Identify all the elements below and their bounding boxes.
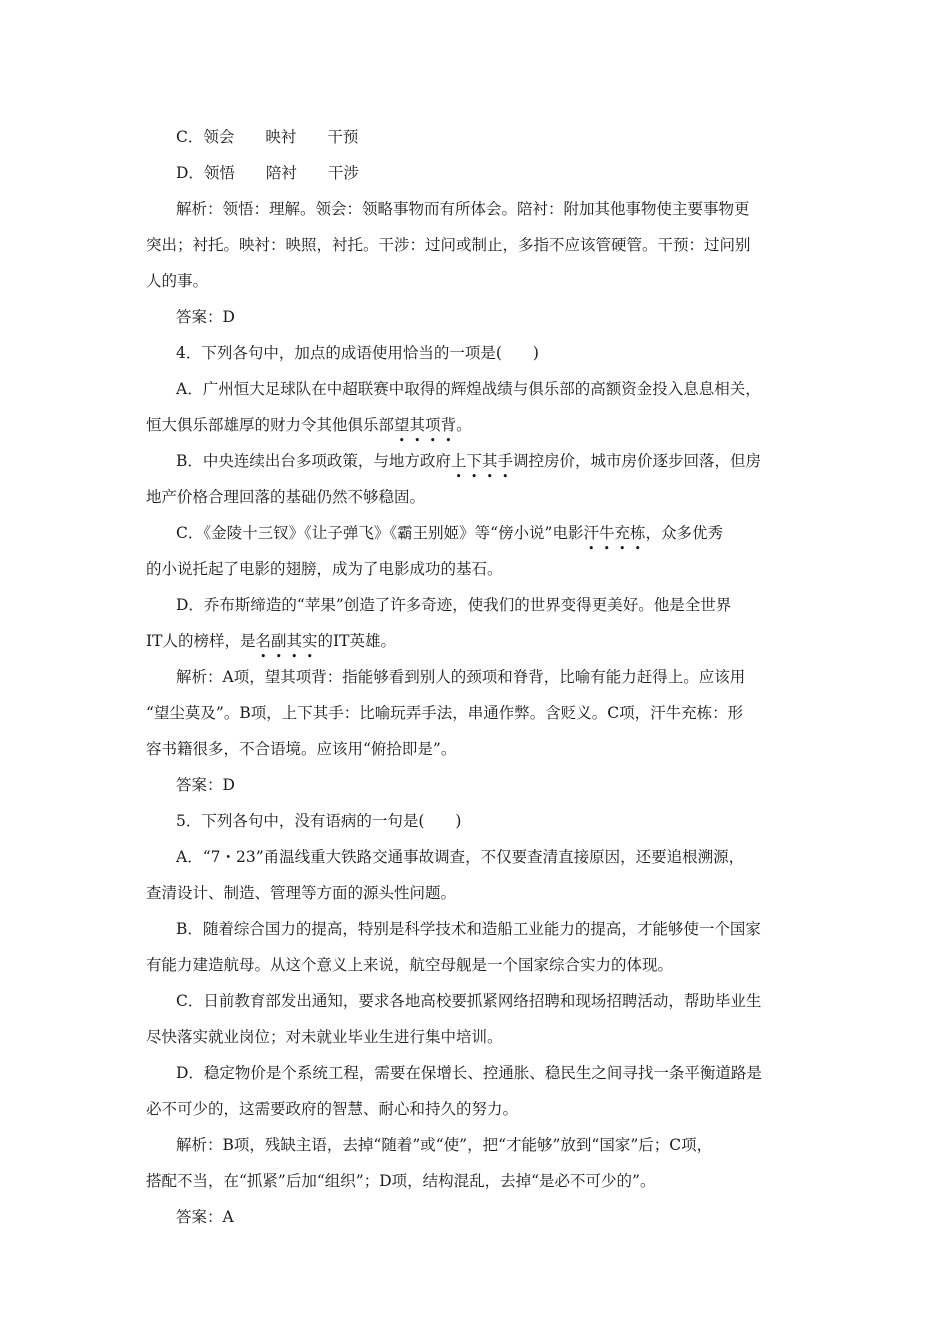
text-line: 的小说托起了电影的翅膀，成为了电影成功的基石。 — [146, 560, 503, 578]
document-body — [146, 119, 806, 1235]
text-line: 解析：B项，残缺主语，去掉“随着”或“使”，把“才能够”放到“国家”后；C项， — [176, 1136, 713, 1154]
text-line: B．随着综合国力的提高，特别是科学技术和造船工业能力的提高，才能够使一个国家 — [176, 920, 761, 938]
text-line: 尽快落实就业岗位；对未就业毕业生进行集中培训。 — [146, 1028, 503, 1046]
text-line: D．领悟 陪衬 干涉 — [176, 164, 359, 182]
text-line: D．稳定物价是个系统工程，需要在保增长、控通胀、稳民生之间寻找一条平衡道路是 — [176, 1064, 762, 1082]
text-line: C．日前教育部发出通知，要求各地高校要抓紧网络招聘和现场招聘活动，帮助毕业生 — [176, 992, 762, 1010]
text-line: A．广州恒大足球队在中超联赛中取得的辉煌战绩与俱乐部的高额资金投入息息相关， — [176, 380, 761, 398]
text-line: 容书籍很多，不合语境。应该用“俯拾即是”。 — [146, 740, 457, 758]
text-line: 有能力建造航母。从这个意义上来说，航空母舰是一个国家综合实力的体现。 — [146, 956, 674, 974]
text-line: 答案：A — [176, 1208, 234, 1226]
text-line: “望尘莫及”。B项，上下其手：比喻玩弄手法，串通作弊。含贬义。C项，汗牛充栋：形 — [146, 704, 744, 722]
dotted-idiom: 汗牛充栋 — [583, 524, 646, 542]
text-line: 搭配不当，在“抓紧”后加“组织”；D项，结构混乱，去掉“是必不可少的”。 — [146, 1172, 656, 1190]
text-line: 答案：D — [176, 776, 235, 794]
text-line: IT人的榜样，是名副其实的IT英雄。 — [146, 632, 396, 650]
text-line: C．《金陵十三钗》《让子弹飞》《霸王别姬》等“傍小说”电影汗牛充栋，众多优秀 — [176, 524, 724, 542]
text-line: C．领会 映衬 干预 — [176, 128, 359, 146]
text-line: A．“7・23”甬温线重大铁路交通事故调查，不仅要查清直接原因，还要追根溯源， — [176, 848, 745, 866]
text-line: D．乔布斯缔造的“苹果”创造了许多奇迹，使我们的世界变得更美好。他是全世界 — [176, 596, 732, 614]
text-line: 解析：领悟：理解。领会：领略事物而有所体会。陪衬：附加其他事物使主要事物更 — [176, 200, 750, 218]
text-line: 突出；衬托。映衬：映照，衬托。干涉：过问或制止，多指不应该管硬管。干预：过问别 — [146, 236, 751, 254]
dotted-idiom: 望其项背 — [394, 416, 457, 434]
text-line: B．中央连续出台多项政策，与地方政府上下其手调控房价，城市房价逐步回落，但房 — [176, 452, 761, 470]
text-line: 地产价格合理回落的基础仍然不够稳固。 — [146, 488, 426, 506]
text-line: 必不可少的，这需要政府的智慧、耐心和持久的努力。 — [146, 1100, 519, 1118]
dotted-idiom: 上下其手 — [450, 452, 513, 470]
text-line: 5．下列各句中，没有语病的一句是( ) — [176, 812, 462, 830]
text-line: 查清设计、制造、管理等方面的源头性问题。 — [146, 884, 457, 902]
text-line: 解析：A项，望其项背：指能够看到别人的颈项和脊背，比喻有能力赶得上。应该用 — [176, 668, 746, 686]
text-line: 人的事。 — [146, 272, 209, 290]
text-line: 恒大俱乐部雄厚的财力令其他俱乐部望其项背。 — [146, 416, 472, 434]
text-line: 答案：D — [176, 308, 235, 326]
dotted-idiom: 名副其实 — [255, 632, 318, 650]
text-line: 4．下列各句中，加点的成语使用恰当的一项是( ) — [176, 344, 539, 362]
